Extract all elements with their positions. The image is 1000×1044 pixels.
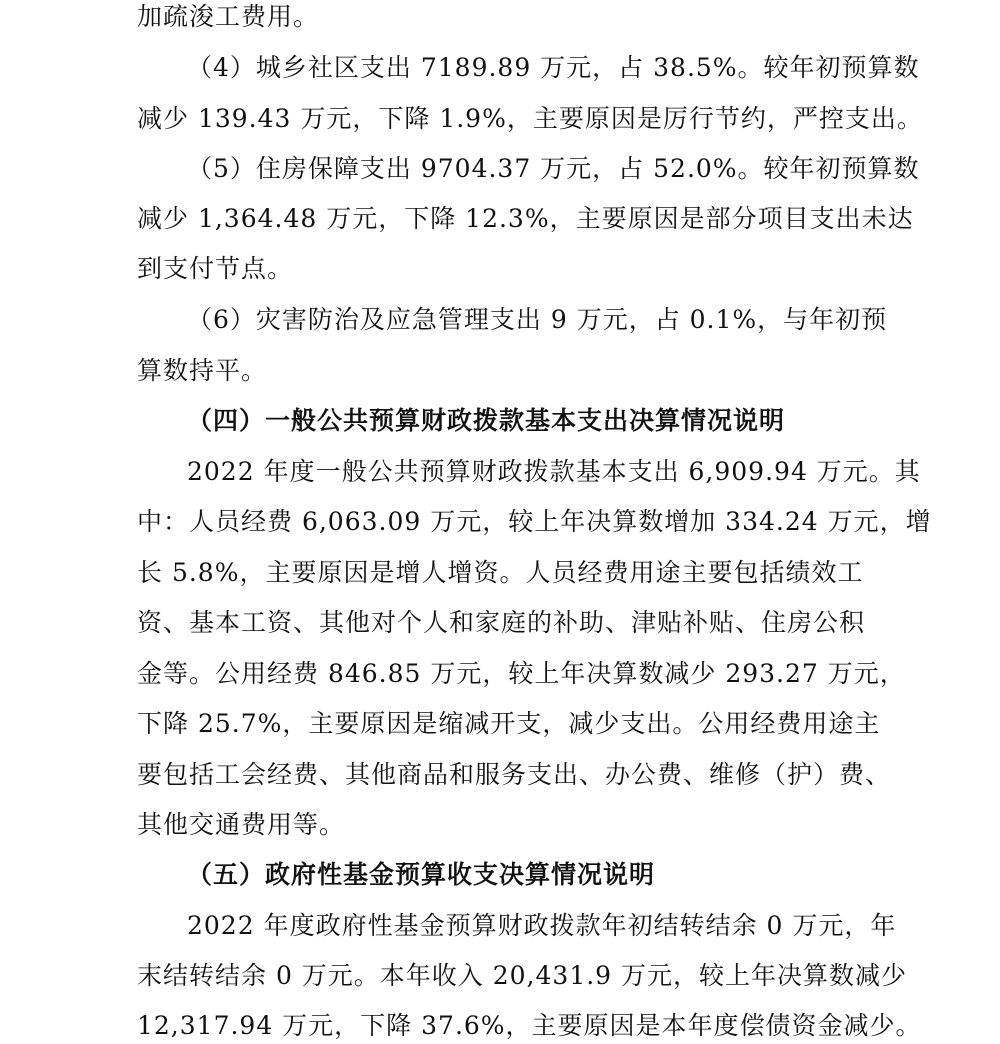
- paragraph-line: （6）灾害防治及应急管理支出 9 万元，占 0.1%，与年初预: [187, 305, 888, 334]
- paragraph-line: 2022 年度一般公共预算财政拨款基本支出 6,909.94 万元。其: [187, 457, 921, 486]
- paragraph-line: 中：人员经费 6,063.09 万元，较上年决算数增加 334.24 万元，增: [137, 507, 932, 536]
- paragraph-line: 2022 年度政府性基金预算财政拨款年初结转结余 0 万元，年: [187, 911, 897, 940]
- paragraph-line: 到支付节点。: [137, 254, 294, 283]
- paragraph-line: 算数持平。: [137, 356, 268, 385]
- paragraph-line: 资、基本工资、其他对个人和家庭的补助、津贴补贴、住房公积: [137, 608, 866, 637]
- paragraph-line: 加疏浚工费用。: [137, 2, 320, 31]
- paragraph-line: 其他交通费用等。: [137, 810, 346, 839]
- paragraph-line: 下降 25.7%，主要原因是缩减开支，减少支出。公用经费用途主: [137, 709, 881, 738]
- paragraph-line: 减少 1,364.48 万元，下降 12.3%，主要原因是部分项目支出未达: [137, 204, 914, 233]
- section-heading: （五）政府性基金预算收支决算情况说明: [187, 860, 656, 889]
- paragraph-line: （5）住房保障支出 9704.37 万元，占 52.0%。较年初预算数: [187, 154, 920, 183]
- paragraph-line: 减少 139.43 万元，下降 1.9%，主要原因是厉行节约，严控支出。: [137, 104, 923, 133]
- paragraph-line: 12,317.94 万元，下降 37.6%，主要原因是本年度偿债资金减少。: [137, 1011, 922, 1040]
- paragraph-line: （4）城乡社区支出 7189.89 万元，占 38.5%。较年初预算数: [187, 53, 920, 82]
- paragraph-line: 末结转结余 0 万元。本年收入 20,431.9 万元，较上年决算数减少: [137, 961, 908, 990]
- paragraph-line: 长 5.8%，主要原因是增人增资。人员经费用途主要包括绩效工: [137, 558, 864, 587]
- section-heading: （四）一般公共预算财政拨款基本支出决算情况说明: [187, 406, 786, 435]
- paragraph-line: 要包括工会经费、其他商品和服务支出、办公费、维修（护）费、: [137, 760, 892, 789]
- paragraph-line: 金等。公用经费 846.85 万元，较上年决算数减少 293.27 万元，: [137, 659, 906, 688]
